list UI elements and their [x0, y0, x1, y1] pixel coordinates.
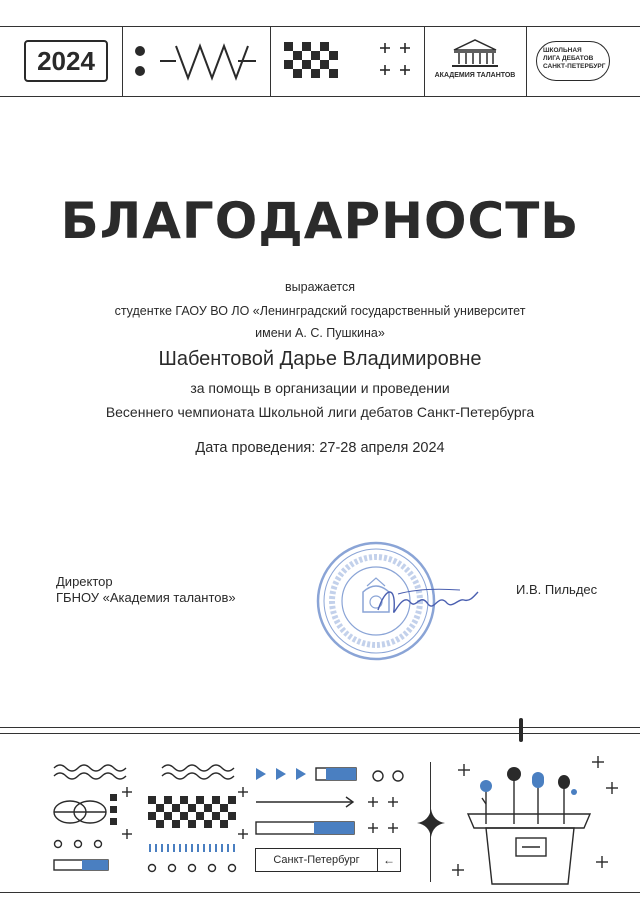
- signatory-position: [56, 574, 236, 606]
- signatory-position-line2: ГБНОУ «Академия талантов»: [56, 590, 236, 605]
- league-caption-line: ШКОЛЬНАЯ: [543, 47, 582, 54]
- signatory-position-line1: Директор: [56, 574, 113, 589]
- footer-bottom-rule: [0, 892, 640, 893]
- event-date: Дата проведения: 27-28 апреля 2024: [195, 440, 445, 456]
- footer-ornaments-left: [52, 762, 248, 882]
- checker-ornament: [284, 42, 416, 82]
- header-bottom-rule: [0, 96, 640, 97]
- city-tag: [255, 848, 401, 872]
- header-divider: [526, 26, 527, 96]
- recipient-affiliation-line2: имени А. С. Пушкина»: [255, 326, 385, 340]
- podium-microphones-illustration: [446, 752, 630, 888]
- certificate-title: БЛАГОДАРНОСТЬ: [60, 192, 580, 250]
- header-divider: [424, 26, 425, 96]
- year-badge: [24, 40, 108, 82]
- league-caption-line: ЛИГА ДЕБАТОВ: [543, 55, 594, 62]
- recipient-name: Шабентовой Дарье Владимировне: [158, 348, 482, 370]
- expressed-text: выражается: [285, 280, 355, 294]
- arrow-left-icon: ←: [377, 849, 400, 871]
- league-caption-line: САНКТ-ПЕТЕРБУРГ: [543, 63, 606, 70]
- footer-top-rule: [0, 727, 640, 728]
- academy-building-icon: [450, 38, 500, 68]
- handwritten-signature: [372, 580, 482, 624]
- footer-ornaments-middle: [254, 766, 410, 846]
- footer-marker: [519, 718, 523, 742]
- reason-line1: за помощь в организации и проведении: [190, 380, 450, 396]
- signer-name: И.В. Пильдес: [516, 582, 598, 597]
- footer-top-rule: [0, 733, 640, 734]
- header-divider: [122, 26, 123, 96]
- recipient-affiliation-line1: студентке ГАОУ ВО ЛО «Ленинградский государственный университет: [114, 304, 526, 318]
- stripes-ornament: [130, 38, 260, 84]
- reason-line2: Весеннего чемпионата Школьной лиги дебатов Санкт-Петербурга: [105, 404, 535, 420]
- academy-caption: АКАДЕМИЯ ТАЛАНТОВ: [434, 72, 516, 79]
- city-label: Санкт-Петербург: [273, 854, 360, 866]
- sparkle-icon: [416, 808, 446, 838]
- year-text: 2024: [37, 45, 95, 76]
- debate-league-logo: [536, 41, 610, 81]
- header-divider: [270, 26, 271, 96]
- header-top-rule: [0, 26, 640, 27]
